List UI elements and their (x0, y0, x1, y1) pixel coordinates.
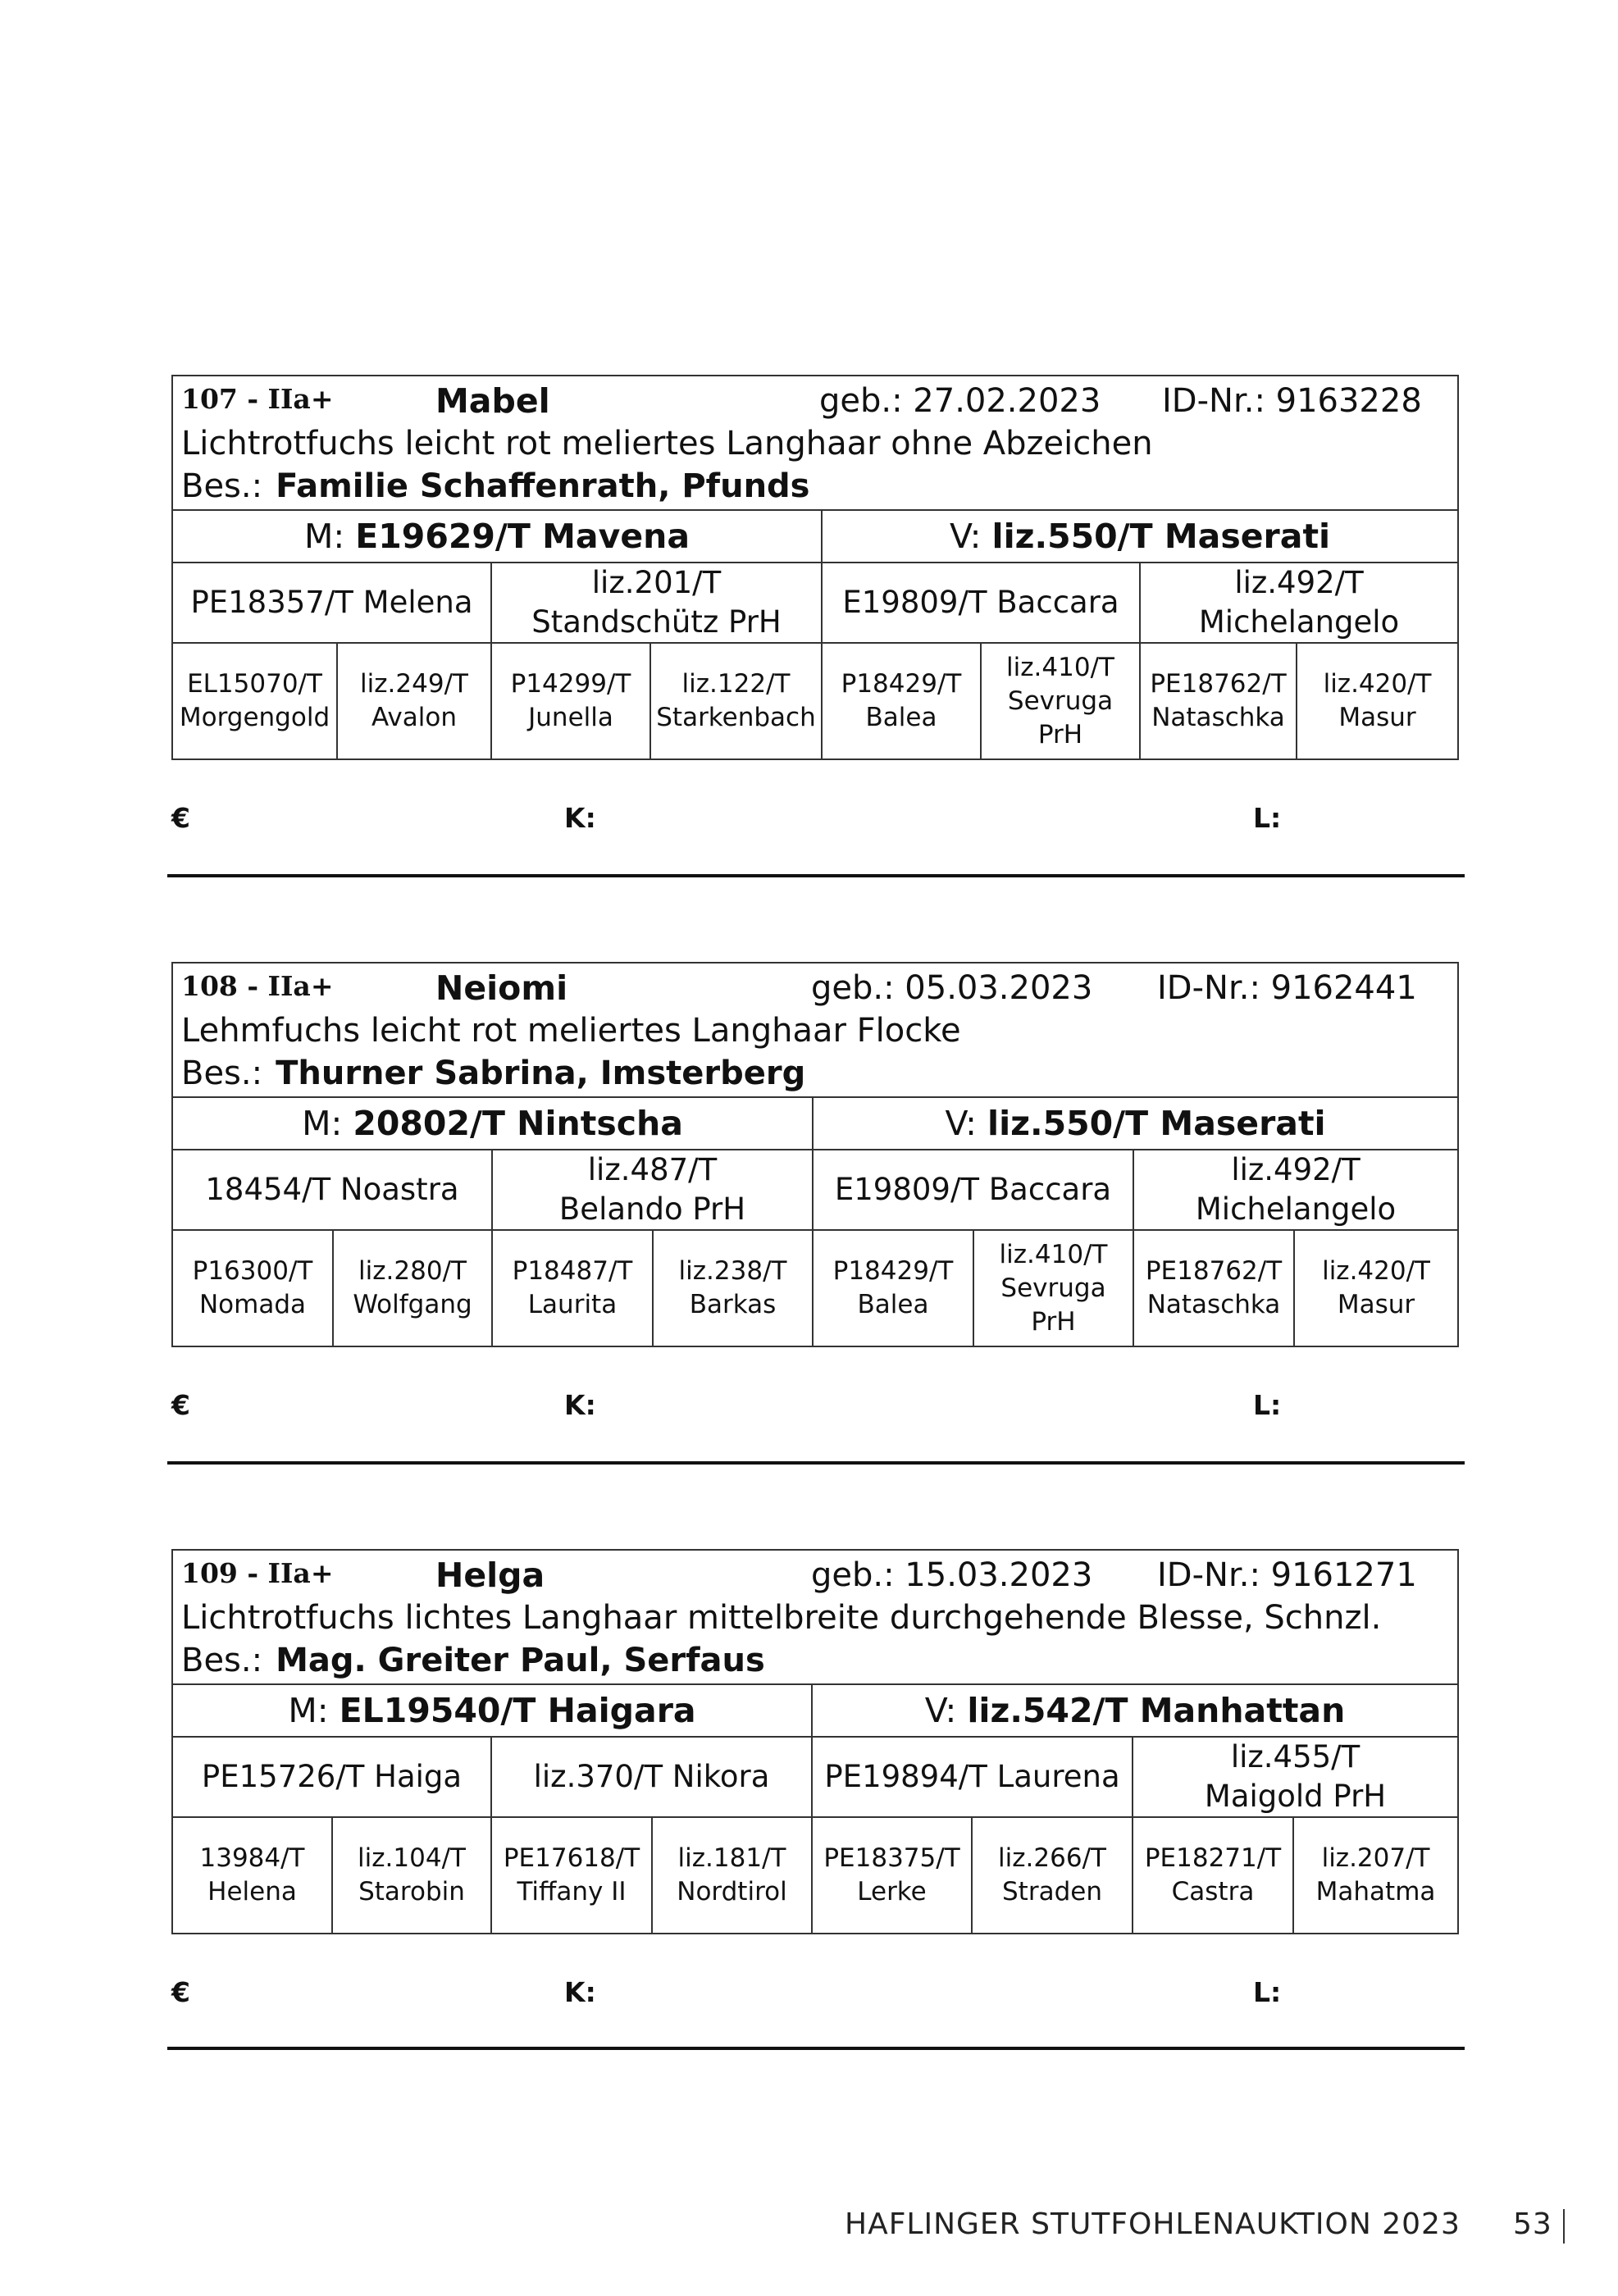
ggp-line: liz.181/T (677, 1843, 786, 1873)
great-grandparent-cell (653, 1230, 813, 1346)
father-cell (813, 1097, 1458, 1150)
grandparent-cell (822, 563, 1140, 643)
ggp-line: P18429/T (832, 1256, 954, 1286)
ggp-line: Junella (528, 703, 613, 732)
horse-description: Lichtrotfuchs leicht rot meliertes Langhaar ohne Abzeichen (181, 425, 1153, 462)
great-grandparent-cell (972, 1817, 1133, 1934)
ggp-line: 13984/T (199, 1843, 305, 1873)
ggp-line: Sevruga (1000, 1273, 1106, 1303)
great-grandparent-cell (172, 643, 337, 759)
grandparent-line: liz.201/T (591, 565, 722, 600)
grandparent-cell (172, 1150, 492, 1230)
horse-name: Neiomi (435, 968, 568, 1008)
ggp-line: liz.104/T (358, 1843, 466, 1873)
ggp-line: Balea (857, 1290, 929, 1319)
grandparent-cell (813, 1150, 1133, 1230)
pedigree-table (171, 375, 1459, 760)
great-grandparent-cell (1140, 643, 1297, 759)
ggp-line: PE18375/T (823, 1843, 960, 1873)
price-row (171, 802, 1457, 851)
grandparent-cell (491, 563, 822, 643)
lot-header (172, 1550, 1458, 1684)
ggp-line: Sevruga (1007, 686, 1114, 716)
great-grandparent-cell (1293, 1817, 1458, 1934)
owner-line (181, 1639, 1449, 1682)
great-grandparent-cell (981, 643, 1140, 759)
ggp-line: liz.410/T (1006, 652, 1114, 682)
ggp-line: PE18271/T (1144, 1843, 1282, 1873)
horse-description: Lichtrotfuchs lichtes Langhaar mittelbreite durchgehende Blesse, Schnzl. (181, 1599, 1382, 1637)
great-grandparent-cell (491, 643, 650, 759)
mother-cell (172, 1097, 813, 1150)
father-prefix: V: (945, 1104, 977, 1143)
lot-header (172, 376, 1458, 510)
ggp-line: Castra (1171, 1877, 1255, 1906)
ggp-line: Avalon (371, 703, 457, 732)
owner-label: Bes.: (181, 467, 263, 505)
great-grandparent-cell (1133, 1230, 1294, 1346)
owner-name: Mag. Greiter Paul, Serfaus (276, 1642, 765, 1679)
father-name: liz.542/T Manhattan (967, 1691, 1346, 1730)
great-grandparent-cell (1297, 643, 1458, 759)
ggp-line: Lerke (857, 1877, 927, 1906)
father-cell (812, 1684, 1458, 1737)
owner-name: Thurner Sabrina, Imsterberg (276, 1055, 806, 1092)
lot-108 (171, 962, 1457, 1347)
k-label: K: (564, 802, 596, 834)
price-row (171, 1389, 1457, 1438)
mother-name: 20802/T Nintscha (353, 1104, 683, 1143)
lot-header (172, 963, 1458, 1097)
ggp-line: liz.249/T (360, 669, 468, 699)
ggp-line: PE18762/T (1145, 1256, 1283, 1286)
grandparent-cell (172, 1737, 491, 1817)
great-grandparent-cell (812, 1817, 972, 1934)
great-grandparent-cell (1133, 1817, 1293, 1934)
euro-label: € (171, 802, 190, 834)
euro-label: € (171, 1976, 190, 2008)
grandparent-cell (1140, 563, 1458, 643)
ggp-line: Balea (865, 703, 937, 732)
ggp-line: liz.122/T (681, 669, 791, 699)
ggp-line: liz.420/T (1322, 1256, 1430, 1286)
father-prefix: V: (924, 1691, 957, 1730)
grandparent-line: liz.487/T (587, 1152, 718, 1187)
ggp-line: Barkas (689, 1290, 777, 1319)
ggp-line: liz.238/T (678, 1256, 787, 1286)
ggp-line: Helena (207, 1877, 297, 1906)
id-number: ID-Nr.: 9162441 (1157, 969, 1417, 1007)
great-grandparent-cell (492, 1230, 653, 1346)
grandparent-cell (491, 1737, 812, 1817)
grandparent-cell (1133, 1150, 1458, 1230)
lot-number: 107 - IIa+ (181, 383, 334, 415)
grandparent-line: Michelangelo (1195, 1191, 1397, 1227)
l-label: L: (1253, 802, 1282, 834)
great-grandparent-cell (491, 1817, 652, 1934)
ggp-line: Laurita (527, 1290, 618, 1319)
price-row (171, 1976, 1457, 2025)
grandparent-line: liz.370/T Nikora (533, 1759, 770, 1794)
owner-name: Familie Schaffenrath, Pfunds (276, 467, 810, 505)
horse-name: Mabel (435, 381, 550, 421)
ggp-line: P18429/T (841, 669, 962, 699)
grandparent-line: liz.492/T (1231, 1152, 1360, 1187)
horse-description: Lehmfuchs leicht rot meliertes Langhaar Flocke (181, 1012, 961, 1050)
great-grandparent-cell (822, 643, 981, 759)
owner-line (181, 465, 1449, 508)
ggp-line: EL15070/T (187, 669, 322, 699)
id-number: ID-Nr.: 9163228 (1162, 382, 1422, 420)
footer-title: HAFLINGER STUTFOHLENAUKTION 2023 (845, 2207, 1461, 2241)
birth-date: geb.: 15.03.2023 (811, 1556, 1093, 1594)
father-name: liz.550/T Maserati (991, 517, 1331, 556)
birth-date: geb.: 05.03.2023 (811, 969, 1093, 1007)
pedigree-table (171, 1549, 1459, 1934)
mother-name: EL19540/T Haigara (339, 1691, 696, 1730)
separator-line (167, 2047, 1465, 2050)
ggp-line: Nomada (198, 1290, 307, 1319)
ggp-line: Starkenbach (656, 703, 816, 732)
ggp-line: liz.420/T (1323, 669, 1432, 699)
father-cell (822, 510, 1458, 563)
mother-prefix: M: (304, 517, 345, 556)
birth-date: geb.: 27.02.2023 (819, 382, 1101, 420)
mother-name: E19629/T Mavena (355, 517, 690, 556)
father-name: liz.550/T Maserati (987, 1104, 1326, 1143)
lot-107 (171, 375, 1457, 760)
ggp-line: liz.280/T (358, 1256, 467, 1286)
mother-cell (172, 510, 822, 563)
separator-line (167, 874, 1465, 877)
id-number: ID-Nr.: 9161271 (1157, 1556, 1417, 1594)
ggp-line: PE18762/T (1150, 669, 1287, 699)
father-prefix: V: (949, 517, 982, 556)
ggp-line: P14299/T (510, 669, 631, 699)
owner-line (181, 1052, 1449, 1095)
grandparent-line: E19809/T Baccara (842, 585, 1119, 620)
ggp-line: Morgengold (179, 703, 330, 732)
ggp-line: Wolfgang (353, 1290, 472, 1319)
ggp-line: Mahatma (1315, 1877, 1436, 1906)
grandparent-line: Michelangelo (1198, 604, 1400, 640)
grandparent-cell (172, 563, 491, 643)
grandparent-cell (492, 1150, 813, 1230)
grandparent-cell (1133, 1737, 1458, 1817)
great-grandparent-cell (333, 1230, 492, 1346)
ggp-line: P16300/T (192, 1256, 313, 1286)
grandparent-line: liz.455/T (1230, 1739, 1360, 1774)
owner-label: Bes.: (181, 1055, 263, 1092)
lot-number: 109 - IIa+ (181, 1557, 334, 1589)
grandparent-line: PE18357/T Melena (190, 585, 473, 620)
ggp-line: Straden (1002, 1877, 1102, 1906)
horse-name: Helga (435, 1556, 545, 1595)
ggp-line: P18487/T (512, 1256, 633, 1286)
ggp-line: Masur (1337, 1290, 1415, 1319)
l-label: L: (1253, 1389, 1282, 1421)
ggp-line: PrH (1037, 719, 1083, 749)
ggp-line: PE17618/T (503, 1843, 640, 1873)
grandparent-line: Belando PrH (558, 1191, 746, 1227)
grandparent-line: PE19894/T Laurena (824, 1759, 1120, 1794)
page-footer (845, 2207, 1575, 2253)
great-grandparent-cell (650, 643, 822, 759)
great-grandparent-cell (172, 1817, 332, 1934)
ggp-line: PrH (1031, 1306, 1076, 1337)
ggp-line: Nordtirol (677, 1877, 787, 1906)
great-grandparent-cell (652, 1817, 812, 1934)
separator-line (167, 1461, 1465, 1465)
owner-label: Bes.: (181, 1642, 263, 1679)
grandparent-line: 18454/T Noastra (205, 1172, 459, 1207)
mother-prefix: M: (302, 1104, 343, 1143)
ggp-line: Nataschka (1151, 703, 1285, 732)
page-number: 53 (1513, 2207, 1552, 2241)
great-grandparent-cell (332, 1817, 491, 1934)
great-grandparent-cell (172, 1230, 333, 1346)
ggp-line: Tiffany II (517, 1877, 627, 1906)
pedigree-table (171, 962, 1459, 1347)
ggp-line: Masur (1338, 703, 1416, 732)
k-label: K: (564, 1389, 596, 1421)
lot-109 (171, 1549, 1457, 1934)
great-grandparent-cell (813, 1230, 973, 1346)
great-grandparent-cell (337, 643, 491, 759)
ggp-line: Nataschka (1146, 1290, 1281, 1319)
grandparent-line: PE15726/T Haiga (201, 1759, 463, 1794)
great-grandparent-cell (973, 1230, 1133, 1346)
footer-divider (1563, 2209, 1565, 2244)
ggp-line: Starobin (358, 1877, 465, 1906)
lot-number: 108 - IIa+ (181, 970, 334, 1002)
mother-cell (172, 1684, 812, 1737)
ggp-line: liz.410/T (999, 1239, 1108, 1269)
grandparent-line: E19809/T Baccara (834, 1172, 1112, 1207)
grandparent-line: Maigold PrH (1204, 1779, 1387, 1814)
grandparent-line: liz.492/T (1234, 565, 1364, 600)
great-grandparent-cell (1294, 1230, 1458, 1346)
euro-label: € (171, 1389, 190, 1421)
ggp-line: liz.266/T (998, 1843, 1106, 1873)
grandparent-line: Standschütz PrH (531, 604, 782, 640)
l-label: L: (1253, 1976, 1282, 2008)
grandparent-cell (812, 1737, 1133, 1817)
mother-prefix: M: (288, 1691, 329, 1730)
k-label: K: (564, 1976, 596, 2008)
ggp-line: liz.207/T (1321, 1843, 1430, 1873)
